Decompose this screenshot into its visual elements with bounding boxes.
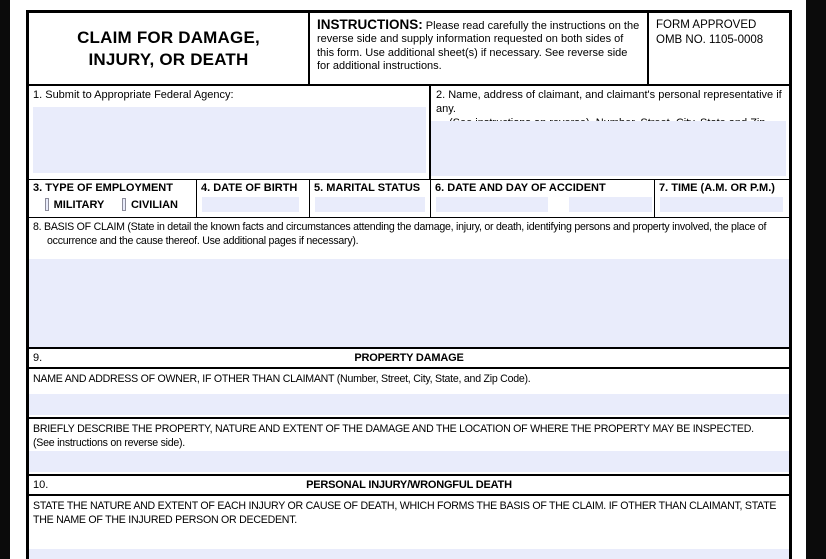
form-header-row xyxy=(29,13,789,84)
box-1-federal-agency xyxy=(29,86,431,179)
accident-time-label: 7. TIME (A.M. OR P.M.) xyxy=(659,182,775,194)
claimant-label-line1: 2. Name, address of claimant, and claimant's personal representative if any. xyxy=(436,89,782,115)
date-of-birth-field[interactable] xyxy=(202,197,299,212)
instructions-label: INSTRUCTIONS: xyxy=(317,17,423,32)
box-2-claimant xyxy=(431,86,789,179)
box-9-header xyxy=(29,347,789,367)
accident-date-field[interactable] xyxy=(436,197,548,212)
box-10-injury xyxy=(29,494,789,559)
box-8-basis-of-claim xyxy=(29,217,789,347)
section-9-number: 9. xyxy=(33,352,43,364)
injury-description-label: STATE THE NATURE AND EXTENT OF EACH INJURY OR CAUSE OF DEATH, WHICH FORMS THE BASIS OF THE CLAIM. IF OTHER THAN CLAIMANT, STATE THE NAME OF THE INJURED PERSON OR DECEDENT. xyxy=(33,500,777,527)
federal-agency-label: 1. Submit to Appropriate Federal Agency: xyxy=(33,89,234,101)
property-description-label-line2: (See instructions on reverse side). xyxy=(33,437,185,450)
date-of-birth-label: 4. DATE OF BIRTH xyxy=(201,182,298,194)
instructions-cell xyxy=(310,13,649,84)
section-10-number: 10. xyxy=(33,479,49,491)
box-6-accident-date xyxy=(430,180,654,217)
box-5-marital-status xyxy=(309,180,430,217)
form-title: CLAIM FOR DAMAGE, INJURY, OR DEATH xyxy=(77,28,260,69)
instructions-text: Please read carefully the instructions on the reverse side and supply information requested on both sides of this form. Use additional sheet(s) if necessary. See reverse side for additional instructions. xyxy=(317,20,640,73)
marital-status-field[interactable] xyxy=(315,197,425,212)
military-checkbox[interactable] xyxy=(45,198,49,211)
accident-date-fields xyxy=(436,197,654,212)
box-7-accident-time xyxy=(654,180,789,217)
accident-day-field[interactable] xyxy=(569,197,652,212)
property-damage-description-field[interactable] xyxy=(29,451,789,472)
personal-injury-title: PERSONAL INJURY/WRONGFUL DEATH xyxy=(306,479,512,491)
federal-agency-field[interactable] xyxy=(33,107,426,173)
employment-type-label: 3. TYPE OF EMPLOYMENT xyxy=(33,182,173,194)
basis-of-claim-field[interactable] xyxy=(29,259,789,347)
form-page xyxy=(10,0,806,559)
marital-status-label: 5. MARITAL STATUS xyxy=(314,182,421,194)
omb-number: OMB NO. 1105-0008 xyxy=(656,33,764,46)
property-description-label-line1: BRIEFLY DESCRIBE THE PROPERTY, NATURE AND EXTENT OF THE DAMAGE AND THE LOCATION OF WHERE THE PROPERTY MAY BE INSPECTED. xyxy=(33,423,754,435)
form-title-cell xyxy=(29,13,310,84)
owner-name-address-label: NAME AND ADDRESS OF OWNER, IF OTHER THAN CLAIMANT (Number, Street, City, State, and Zip Code). xyxy=(33,373,531,385)
property-damage-title: PROPERTY DAMAGE xyxy=(354,352,464,364)
employment-type-options xyxy=(33,198,196,211)
injury-description-field[interactable] xyxy=(29,549,789,559)
box-3-type-of-employment xyxy=(29,180,196,217)
military-checkbox-label: MILITARY xyxy=(53,198,105,211)
box-9-describe xyxy=(29,417,789,474)
accident-time-field[interactable] xyxy=(660,197,783,212)
claimant-name-address-field[interactable] xyxy=(431,121,786,176)
basis-of-claim-label: 8. BASIS OF CLAIM (State in detail the known facts and circumstances attending the damage, injury, or death, identifying persons and property involved, the place of occurrence and the cause thereof. Use additional pages if necessary). xyxy=(33,221,767,247)
box-10-header xyxy=(29,474,789,494)
owner-name-address-field[interactable] xyxy=(29,394,789,415)
row-3-7 xyxy=(29,179,789,217)
row-1-2 xyxy=(29,84,789,179)
form-approved-cell xyxy=(649,13,789,84)
box-9-owner xyxy=(29,367,789,417)
civilian-checkbox[interactable] xyxy=(122,198,126,211)
sf95-claim-form xyxy=(26,10,792,559)
civilian-checkbox-label: CIVILIAN xyxy=(130,198,178,211)
form-approved-line: FORM APPROVED xyxy=(656,19,757,31)
box-4-date-of-birth xyxy=(196,180,309,217)
accident-date-label: 6. DATE AND DAY OF ACCIDENT xyxy=(435,182,606,194)
